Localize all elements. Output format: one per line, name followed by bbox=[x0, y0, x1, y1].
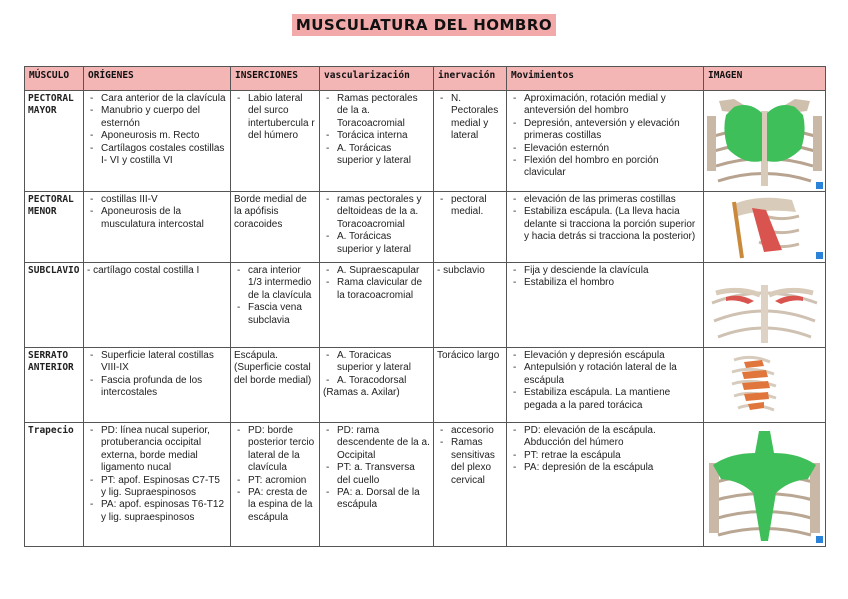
list-item: - A. Supraescapular bbox=[337, 265, 430, 277]
list-item: - Elevación esternón bbox=[524, 143, 700, 155]
list-item: - Cartílagos costales costillas I- VI y costilla VI bbox=[101, 143, 227, 168]
list-item: - PA: depresión de la escápula bbox=[524, 462, 700, 474]
list-item: - PA: a. Dorsal de la escápula bbox=[337, 487, 430, 512]
subclavio-illustration bbox=[704, 263, 825, 347]
header-musculo: MÚSCULO bbox=[25, 67, 84, 91]
list-item: - Flexión del hombro en porción clavicular bbox=[524, 155, 700, 180]
list-item: - Estabiliza el hombro bbox=[524, 277, 700, 289]
muscle-name: Trapecio bbox=[25, 423, 84, 547]
vascular-cell bbox=[320, 192, 434, 263]
vascular-cell bbox=[320, 348, 434, 423]
title-wrap bbox=[0, 14, 848, 36]
table-row bbox=[25, 263, 826, 348]
pectoral-menor-illustration bbox=[704, 192, 825, 262]
list-item: - Aproximación, rotación medial y anteversión del hombro bbox=[524, 93, 700, 118]
list-item: - Rama clavicular de la toracoacromial bbox=[337, 277, 430, 302]
header-inserciones: INSERCIONES bbox=[231, 67, 320, 91]
list-item: - PT: apof. Espinosas C7-T5 y lig. Supraespinosos bbox=[101, 475, 227, 500]
list-item: - Manubrio y cuerpo del esternón bbox=[101, 105, 227, 130]
muscle-table bbox=[24, 66, 826, 547]
list-item: - A. Torácicas superior y lateral bbox=[337, 143, 430, 168]
movements-cell bbox=[507, 91, 704, 192]
movements-cell bbox=[507, 348, 704, 423]
list-item: - PD: borde posterior tercio lateral de la clavícula bbox=[248, 425, 316, 475]
image-cell bbox=[704, 91, 826, 192]
insertions-cell: Borde medial de la apófisis coracoides bbox=[231, 192, 320, 263]
header-movimientos: Movimientos bbox=[507, 67, 704, 91]
movements-cell bbox=[507, 263, 704, 348]
list-item: - cara interior 1/3 intermedio de la clavícula bbox=[248, 265, 316, 302]
list-item: - A. Torácicas superior y lateral bbox=[337, 231, 430, 256]
list-item: - A. Toracodorsal bbox=[337, 375, 430, 387]
list-item: - Superficie lateral costillas VIII-IX bbox=[101, 350, 227, 375]
list-item: - elevación de las primeras costillas bbox=[524, 194, 700, 206]
list-item: - PA: apof. espinosas T6-T12 y lig. supraespinosos bbox=[101, 499, 227, 524]
header-inervacion: inervación bbox=[434, 67, 507, 91]
image-cell bbox=[704, 263, 826, 348]
list-item: - accesorio bbox=[451, 425, 503, 437]
list-item: - Fascia vena subclavia bbox=[248, 302, 316, 327]
list-item: - PD: línea nucal superior, protuberancia occipital externa, borde medial ligamento nucal bbox=[101, 425, 227, 475]
list-item: - Aponeurosis de la musculatura intercostal bbox=[101, 206, 227, 231]
table-row bbox=[25, 423, 826, 547]
image-cell bbox=[704, 348, 826, 423]
origins-cell: - cartílago costal costilla I bbox=[84, 263, 231, 348]
list-item: - Cara anterior de la clavícula bbox=[101, 93, 227, 105]
innervation-cell bbox=[434, 423, 507, 547]
list-item: - Estabiliza escápula. La mantiene pegada a la pared torácica bbox=[524, 387, 700, 412]
list-item: - costillas III-V bbox=[101, 194, 227, 206]
table-header-row bbox=[25, 67, 826, 91]
insertions-cell bbox=[231, 423, 320, 547]
insertions-cell bbox=[231, 263, 320, 348]
list-item: - pectoral medial. bbox=[451, 194, 503, 219]
list-item: - Antepulsión y rotación lateral de la escápula bbox=[524, 362, 700, 387]
muscle-name: SUBCLAVIO bbox=[25, 263, 84, 348]
movements-cell bbox=[507, 192, 704, 263]
list-item: - Ramas sensitivas del plexo cervical bbox=[451, 437, 503, 487]
movements-cell bbox=[507, 423, 704, 547]
image-cell bbox=[704, 192, 826, 263]
muscle-name: SERRATO ANTERIOR bbox=[25, 348, 84, 423]
list-item: - Estabiliza escápula. (La lleva hacia delante si tracciona la porción superior y hacia detrás si tracciona la posterior) bbox=[524, 206, 700, 243]
innervation-cell bbox=[434, 192, 507, 263]
list-item: - PT: retrae la escápula bbox=[524, 450, 700, 462]
list-item: - Fija y desciende la clavícula bbox=[524, 265, 700, 277]
list-item: - Depresión, anteversión y elevación primeras costillas bbox=[524, 118, 700, 143]
table-row bbox=[25, 91, 826, 192]
list-item: - Fascia profunda de los intercostales bbox=[101, 375, 227, 400]
table-row bbox=[25, 192, 826, 263]
pectoral-mayor-illustration bbox=[704, 91, 825, 191]
muscle-name: PECTORAL MENOR bbox=[25, 192, 84, 263]
list-item: - Elevación y depresión escápula bbox=[524, 350, 700, 362]
list-item: - PD: elevación de la escápula. Abducción del húmero bbox=[524, 425, 700, 450]
page-title: MUSCULATURA DEL HOMBRO bbox=[292, 14, 556, 36]
image-cell bbox=[704, 423, 826, 547]
insertions-cell bbox=[231, 91, 320, 192]
innervation-cell: - subclavio bbox=[434, 263, 507, 348]
origins-cell bbox=[84, 91, 231, 192]
vascular-cell bbox=[320, 91, 434, 192]
header-origenes: ORÍGENES bbox=[84, 67, 231, 91]
list-item: - PT: acromion bbox=[248, 475, 316, 487]
muscle-name: PECTORAL MAYOR bbox=[25, 91, 84, 192]
vascular-cell bbox=[320, 423, 434, 547]
list-item: - PD: rama descendente de la a. Occipital bbox=[337, 425, 430, 462]
serrato-anterior-illustration bbox=[704, 348, 825, 422]
origins-cell bbox=[84, 348, 231, 423]
origins-cell bbox=[84, 192, 231, 263]
list-item: - N. Pectorales medial y lateral bbox=[451, 93, 503, 143]
list-item: - Aponeurosis m. Recto bbox=[101, 130, 227, 142]
list-item: - A. Toracicas superior y lateral bbox=[337, 350, 430, 375]
header-vascularizacion: vascularización bbox=[320, 67, 434, 91]
list-item: - PA: cresta de la espina de la escápula bbox=[248, 487, 316, 524]
insertions-cell: Escápula. (Superficie costal del borde medial) bbox=[231, 348, 320, 423]
innervation-cell bbox=[434, 91, 507, 192]
trapecio-illustration bbox=[704, 423, 825, 546]
list-item: - PT: a. Transversa del cuello bbox=[337, 462, 430, 487]
header-imagen: IMAGEN bbox=[704, 67, 826, 91]
vascular-cell bbox=[320, 263, 434, 348]
list-item: - Labio lateral del surco intertubercula r del húmero bbox=[248, 93, 316, 143]
list-item: - ramas pectorales y deltoideas de la a. Toracoacromial bbox=[337, 194, 430, 231]
list-item: - Torácica interna bbox=[337, 130, 430, 142]
list-item: - Ramas pectorales de la a. Toracoacromial bbox=[337, 93, 430, 130]
origins-cell bbox=[84, 423, 231, 547]
vascular-extra: (Ramas a. Axilar) bbox=[323, 387, 400, 399]
table-row bbox=[25, 348, 826, 423]
innervation-cell: Torácico largo bbox=[434, 348, 507, 423]
